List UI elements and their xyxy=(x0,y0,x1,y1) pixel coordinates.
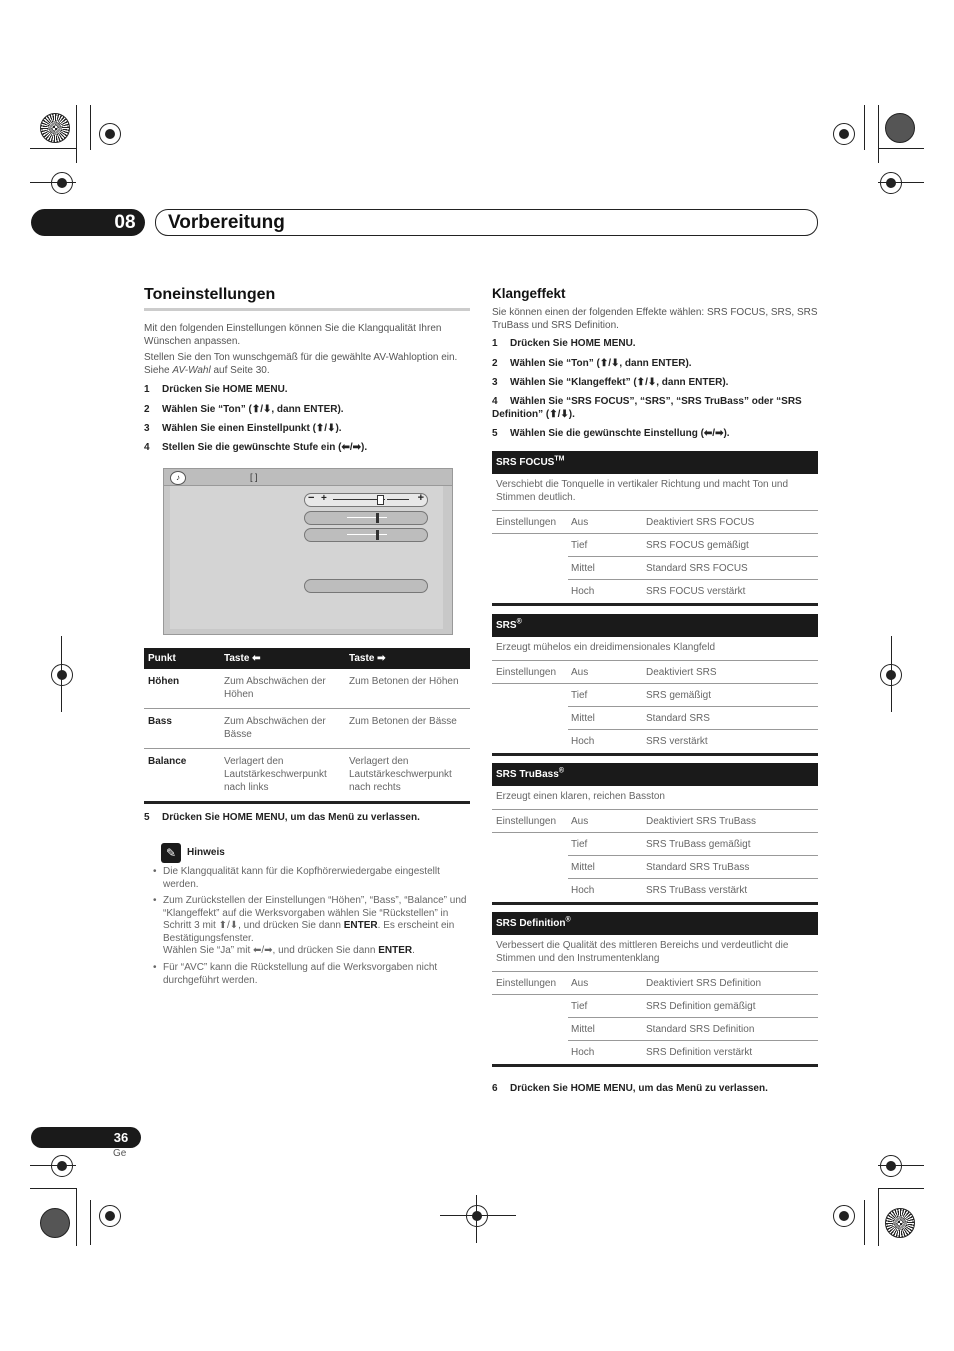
table-title: SRS Definition® xyxy=(492,912,818,935)
table-cell: Zum Abschwächen der Bässe xyxy=(220,709,345,749)
table-description: Erzeugt einen klaren, reichen Basston xyxy=(492,786,818,810)
step-5: 5 Drücken Sie HOME MENU, um das Menü zu verlassen. xyxy=(144,812,420,823)
sound-icon: ♪ xyxy=(170,471,186,485)
reset-bar xyxy=(304,579,428,593)
crosshair-icon xyxy=(51,664,73,686)
minus-icon: − xyxy=(308,492,315,504)
table-row: Hoch SRS Definition verstärkt xyxy=(571,1047,753,1058)
table-cell: Verlagert den Lautstärkeschwerpunkt nach rechts xyxy=(345,749,470,803)
table-row xyxy=(144,709,470,749)
table-cell: Zum Betonen der Höhen xyxy=(345,669,470,709)
table-row: Tief SRS gemäßigt xyxy=(492,684,818,707)
table-cell: Bass xyxy=(144,709,220,749)
step-3: 3 Wählen Sie einen Einstellpunkt (⬆/⬇). xyxy=(144,423,342,434)
note-bullet: • Zum Zurückstellen der Einstellungen “Höhen”, “Bass”, “Balance” und “Klangeffekt” auf die Werksvorgaben wählen Sie “Rückstellen” in Schritt 3 mit ⬆/⬇, und drücken Sie dann ENTER. Es erscheint ein Bestätigungsfenster. Wählen Sie “Ja” mit ⬅/➡, und drücken Sie dann ENTER. xyxy=(153,895,467,956)
registration-dense-icon xyxy=(885,113,915,143)
pencil-icon: ✎ xyxy=(161,843,181,863)
klangeffekt-intro: Sie können einen der folgenden Effekte wählen: SRS FOCUS, SRS, SRS TruBass und SRS Definition. xyxy=(492,307,818,331)
table-title: SRS TruBass® xyxy=(492,763,818,786)
slider-thumb xyxy=(376,530,379,540)
table-description: Verschiebt die Tonquelle in vertikaler Richtung und macht Ton und Stimmen deutlich. xyxy=(492,474,818,511)
section-title-klangeffekt: Klangeffekt xyxy=(492,286,566,301)
registration-star-icon xyxy=(885,1208,915,1238)
chapter-title: Vorbereitung xyxy=(168,212,285,233)
balance-slider xyxy=(304,528,428,542)
osd-title-bar xyxy=(164,469,452,486)
note-bullet: • Für “AVC” kann die Rückstellung auf die Werksvorgaben nicht durchgeführt werden. xyxy=(153,962,438,986)
table-title: SRS® xyxy=(492,614,818,637)
table-row: Mittel Standard SRS xyxy=(492,707,818,730)
step-6: 6 Drücken Sie HOME MENU, um das Menü zu verlassen. xyxy=(492,1083,768,1094)
osd-menu-area xyxy=(170,486,443,629)
plus-icon: + xyxy=(417,492,424,504)
table-row: Hoch SRS verstärkt xyxy=(571,736,708,747)
osd-bracket: [ ] xyxy=(250,472,258,482)
page-language: Ge xyxy=(113,1148,127,1159)
table-header: Taste ➡ xyxy=(345,648,470,669)
crosshair-icon xyxy=(99,123,121,145)
table-row: Hoch SRS TruBass verstärkt xyxy=(571,885,748,896)
table-row: Einstellungen Aus Deaktiviert SRS FOCUS xyxy=(492,511,818,534)
crosshair-icon xyxy=(99,1205,121,1227)
step-1: 1 Drücken Sie HOME MENU. xyxy=(144,384,288,395)
intro-paragraph: Mit den folgenden Einstellungen können Sie die Klangqualität Ihren Wünschen anpassen. xyxy=(144,323,442,347)
srs-trubass-table xyxy=(492,763,818,905)
crosshair-icon xyxy=(833,1205,855,1227)
slider-thumb xyxy=(377,495,384,505)
crosshair-icon xyxy=(51,172,73,194)
table-header: Punkt xyxy=(144,648,220,669)
table-title: SRS FOCUS™ xyxy=(492,451,818,474)
step-1: 1 Drücken Sie HOME MENU. xyxy=(492,338,636,349)
tone-settings-table xyxy=(144,648,470,804)
crosshair-icon xyxy=(880,172,902,194)
crosshair-icon xyxy=(466,1205,488,1227)
note-title: Hinweis xyxy=(187,847,225,858)
crosshair-icon xyxy=(51,1155,73,1177)
srs-definition-table xyxy=(492,912,818,1067)
table-cell: Verlagert den Lautstärkeschwerpunkt nach links xyxy=(220,749,345,803)
av-wahl-reference: AV-Wahl xyxy=(172,365,211,376)
step-2: 2 Wählen Sie “Ton” (⬆/⬇, dann ENTER). xyxy=(144,404,344,415)
crosshair-icon xyxy=(833,123,855,145)
intro-paragraph-2: Stellen Sie den Ton wunschgemäß für die gewählte AV-Wahloption ein. Siehe AV-Wahl auf Seite 30. xyxy=(144,352,458,376)
table-row xyxy=(144,669,470,709)
table-row: Tief SRS TruBass gemäßigt xyxy=(492,833,818,856)
slider-thumb xyxy=(376,513,379,523)
table-row: Tief SRS Definition gemäßigt xyxy=(492,995,818,1018)
treble-slider xyxy=(304,493,428,507)
table-row: Einstellungen Aus Deaktiviert SRS TruBass xyxy=(492,810,818,833)
table-row: Mittel Standard SRS FOCUS xyxy=(492,557,818,580)
section-rule xyxy=(144,308,470,311)
bass-slider xyxy=(304,511,428,525)
step-4: 4 Stellen Sie die gewünschte Stufe ein (⬅/➡). xyxy=(144,442,368,453)
srs-table xyxy=(492,614,818,756)
table-cell: Balance xyxy=(144,749,220,803)
table-row: Hoch SRS FOCUS verstärkt xyxy=(571,586,746,597)
page-number: 36 xyxy=(113,1130,129,1145)
table-row xyxy=(144,749,470,803)
step-2: 2 Wählen Sie “Ton” (⬆/⬇, dann ENTER). xyxy=(492,358,692,369)
step-4: 4 Wählen Sie “SRS FOCUS”, “SRS”, “SRS TruBass” oder “SRS Definition” (⬆/⬇). xyxy=(492,396,802,420)
note-bullet: • Die Klangqualität kann für die Kopfhörerwiedergabe eingestellt werden. xyxy=(153,866,440,890)
table-cell: Zum Betonen der Bässe xyxy=(345,709,470,749)
step-3: 3 Wählen Sie “Klangeffekt” (⬆/⬇, dann ENTER). xyxy=(492,377,729,388)
chapter-number: 08 xyxy=(114,212,136,233)
table-row: Mittel Standard SRS Definition xyxy=(492,1018,818,1041)
table-row: Mittel Standard SRS TruBass xyxy=(492,856,818,879)
table-cell: Zum Abschwächen der Höhen xyxy=(220,669,345,709)
table-description: Verbessert die Qualität des mittleren Bereichs und verdeutlicht die Stimmen und den Instrumentenklang xyxy=(492,935,818,972)
table-row: Tief SRS FOCUS gemäßigt xyxy=(492,534,818,557)
plus-icon: + xyxy=(321,493,327,504)
registration-dense-icon xyxy=(40,1208,70,1238)
table-row: Einstellungen Aus Deaktiviert SRS Definition xyxy=(492,972,818,995)
step-5: 5 Wählen Sie die gewünschte Einstellung (⬅/➡). xyxy=(492,428,730,439)
section-title-toneinstellungen: Toneinstellungen xyxy=(144,286,276,303)
crosshair-icon xyxy=(880,1155,902,1177)
srs-focus-table xyxy=(492,451,818,606)
table-description: Erzeugt mühelos ein dreidimensionales Klangfeld xyxy=(492,637,818,661)
table-row: Einstellungen Aus Deaktiviert SRS xyxy=(492,661,818,684)
table-header: Taste ⬅ xyxy=(220,648,345,669)
registration-star-icon xyxy=(40,113,70,143)
table-cell: Höhen xyxy=(144,669,220,709)
